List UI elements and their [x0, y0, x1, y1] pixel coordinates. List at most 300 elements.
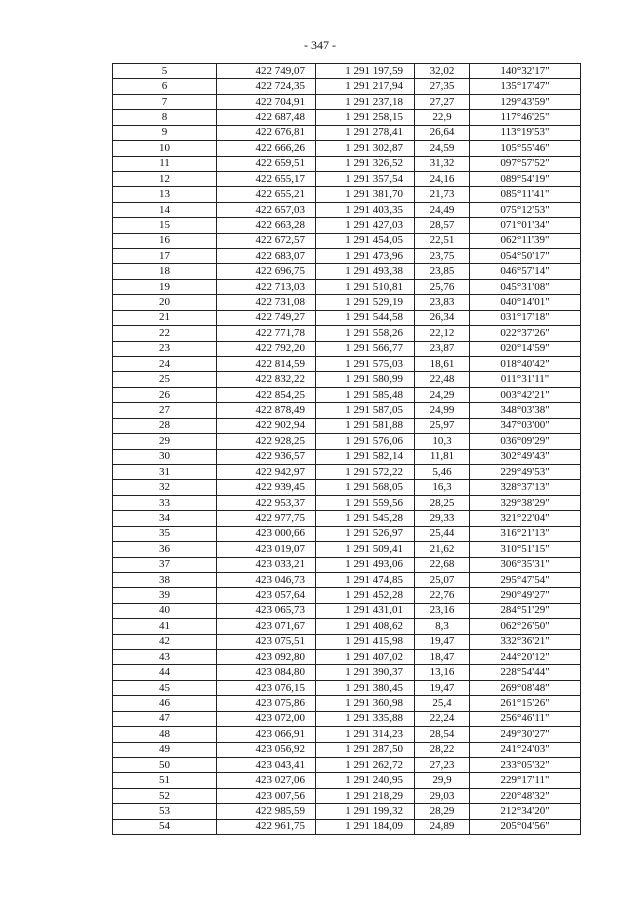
y-coordinate-cell: 1 291 407,02 — [316, 650, 415, 665]
table-row — [113, 804, 581, 819]
point-number-cell: 19 — [113, 279, 217, 294]
x-coordinate-cell: 422 731,08 — [217, 295, 316, 310]
table-row — [113, 171, 581, 186]
distance-cell: 26,34 — [415, 310, 470, 325]
x-coordinate-cell: 422 749,07 — [217, 64, 316, 79]
distance-cell: 22,9 — [415, 110, 470, 125]
point-number-cell: 41 — [113, 619, 217, 634]
x-coordinate-cell: 422 657,03 — [217, 202, 316, 217]
table-row — [113, 511, 581, 526]
y-coordinate-cell: 1 291 197,59 — [316, 64, 415, 79]
distance-cell: 27,23 — [415, 757, 470, 772]
y-coordinate-cell: 1 291 335,88 — [316, 711, 415, 726]
y-coordinate-cell: 1 291 587,05 — [316, 403, 415, 418]
distance-cell: 22,48 — [415, 372, 470, 387]
point-number-cell: 7 — [113, 94, 217, 109]
distance-cell: 19,47 — [415, 680, 470, 695]
point-number-cell: 48 — [113, 727, 217, 742]
distance-cell: 10,3 — [415, 434, 470, 449]
x-coordinate-cell: 422 936,57 — [217, 449, 316, 464]
bearing-cell: 140°32'17" — [470, 64, 581, 79]
y-coordinate-cell: 1 291 473,96 — [316, 249, 415, 264]
distance-cell: 28,29 — [415, 804, 470, 819]
distance-cell: 24,89 — [415, 819, 470, 834]
x-coordinate-cell: 422 985,59 — [217, 804, 316, 819]
y-coordinate-cell: 1 291 278,41 — [316, 125, 415, 140]
point-number-cell: 30 — [113, 449, 217, 464]
x-coordinate-cell: 422 854,25 — [217, 387, 316, 402]
page-number: - 347 - — [304, 38, 336, 52]
bearing-cell: 261°15'26" — [470, 696, 581, 711]
x-coordinate-cell: 423 075,51 — [217, 634, 316, 649]
y-coordinate-cell: 1 291 326,52 — [316, 156, 415, 171]
table-row — [113, 696, 581, 711]
bearing-cell: 269°08'48" — [470, 680, 581, 695]
table-row — [113, 233, 581, 248]
x-coordinate-cell: 423 075,86 — [217, 696, 316, 711]
point-number-cell: 16 — [113, 233, 217, 248]
table-row — [113, 449, 581, 464]
table-row — [113, 542, 581, 557]
x-coordinate-cell: 422 687,48 — [217, 110, 316, 125]
bearing-cell: 306°35'31" — [470, 557, 581, 572]
x-coordinate-cell: 422 672,57 — [217, 233, 316, 248]
y-coordinate-cell: 1 291 302,87 — [316, 141, 415, 156]
table-row — [113, 341, 581, 356]
x-coordinate-cell: 422 771,78 — [217, 326, 316, 341]
bearing-cell: 229°49'53" — [470, 464, 581, 479]
bearing-cell: 256°46'11" — [470, 711, 581, 726]
bearing-cell: 097°57'52" — [470, 156, 581, 171]
table-row — [113, 757, 581, 772]
point-number-cell: 38 — [113, 572, 217, 587]
distance-cell: 32,02 — [415, 64, 470, 79]
point-number-cell: 18 — [113, 264, 217, 279]
y-coordinate-cell: 1 291 199,32 — [316, 804, 415, 819]
y-coordinate-cell: 1 291 493,38 — [316, 264, 415, 279]
y-coordinate-cell: 1 291 184,09 — [316, 819, 415, 834]
y-coordinate-cell: 1 291 510,81 — [316, 279, 415, 294]
bearing-cell: 348°03'38" — [470, 403, 581, 418]
y-coordinate-cell: 1 291 558,26 — [316, 326, 415, 341]
y-coordinate-cell: 1 291 559,56 — [316, 495, 415, 510]
x-coordinate-cell: 423 072,00 — [217, 711, 316, 726]
bearing-cell: 310°51'15" — [470, 542, 581, 557]
distance-cell: 16,3 — [415, 480, 470, 495]
distance-cell: 25,07 — [415, 572, 470, 587]
bearing-cell: 113°19'53" — [470, 125, 581, 140]
table-row — [113, 711, 581, 726]
bearing-cell: 241°24'03" — [470, 742, 581, 757]
distance-cell: 25,44 — [415, 526, 470, 541]
point-number-cell: 28 — [113, 418, 217, 433]
distance-cell: 23,16 — [415, 603, 470, 618]
x-coordinate-cell: 422 724,35 — [217, 79, 316, 94]
y-coordinate-cell: 1 291 408,62 — [316, 619, 415, 634]
table-row — [113, 819, 581, 834]
distance-cell: 27,35 — [415, 79, 470, 94]
bearing-cell: 233°05'32" — [470, 757, 581, 772]
table-row — [113, 64, 581, 79]
coordinates-table-body — [113, 64, 581, 835]
table-row — [113, 634, 581, 649]
distance-cell: 25,97 — [415, 418, 470, 433]
distance-cell: 25,4 — [415, 696, 470, 711]
point-number-cell: 22 — [113, 326, 217, 341]
x-coordinate-cell: 422 676,81 — [217, 125, 316, 140]
x-coordinate-cell: 423 065,73 — [217, 603, 316, 618]
point-number-cell: 15 — [113, 218, 217, 233]
coordinates-table — [112, 63, 581, 835]
bearing-cell: 031°17'18" — [470, 310, 581, 325]
y-coordinate-cell: 1 291 454,05 — [316, 233, 415, 248]
x-coordinate-cell: 423 092,80 — [217, 650, 316, 665]
y-coordinate-cell: 1 291 237,18 — [316, 94, 415, 109]
y-coordinate-cell: 1 291 262,72 — [316, 757, 415, 772]
table-row — [113, 249, 581, 264]
x-coordinate-cell: 423 027,06 — [217, 773, 316, 788]
bearing-cell: 054°50'17" — [470, 249, 581, 264]
table-row — [113, 79, 581, 94]
distance-cell: 28,22 — [415, 742, 470, 757]
point-number-cell: 23 — [113, 341, 217, 356]
table-row — [113, 742, 581, 757]
table-row — [113, 264, 581, 279]
y-coordinate-cell: 1 291 572,22 — [316, 464, 415, 479]
table-row — [113, 619, 581, 634]
bearing-cell: 321°22'04" — [470, 511, 581, 526]
point-number-cell: 43 — [113, 650, 217, 665]
bearing-cell: 212°34'20" — [470, 804, 581, 819]
y-coordinate-cell: 1 291 403,35 — [316, 202, 415, 217]
table-row — [113, 788, 581, 803]
x-coordinate-cell: 422 659,51 — [217, 156, 316, 171]
x-coordinate-cell: 422 939,45 — [217, 480, 316, 495]
y-coordinate-cell: 1 291 493,06 — [316, 557, 415, 572]
table-row — [113, 572, 581, 587]
bearing-cell: 085°11'41" — [470, 187, 581, 202]
bearing-cell: 220°48'32" — [470, 788, 581, 803]
bearing-cell: 249°30'27" — [470, 727, 581, 742]
y-coordinate-cell: 1 291 258,15 — [316, 110, 415, 125]
x-coordinate-cell: 423 076,15 — [217, 680, 316, 695]
point-number-cell: 42 — [113, 634, 217, 649]
point-number-cell: 24 — [113, 357, 217, 372]
y-coordinate-cell: 1 291 415,98 — [316, 634, 415, 649]
table-row — [113, 495, 581, 510]
point-number-cell: 8 — [113, 110, 217, 125]
distance-cell: 22,51 — [415, 233, 470, 248]
y-coordinate-cell: 1 291 568,05 — [316, 480, 415, 495]
point-number-cell: 51 — [113, 773, 217, 788]
distance-cell: 18,61 — [415, 357, 470, 372]
y-coordinate-cell: 1 291 218,29 — [316, 788, 415, 803]
bearing-cell: 328°37'13" — [470, 480, 581, 495]
point-number-cell: 31 — [113, 464, 217, 479]
distance-cell: 23,87 — [415, 341, 470, 356]
x-coordinate-cell: 423 043,41 — [217, 757, 316, 772]
point-number-cell: 47 — [113, 711, 217, 726]
bearing-cell: 003°42'21" — [470, 387, 581, 402]
point-number-cell: 44 — [113, 665, 217, 680]
distance-cell: 25,76 — [415, 279, 470, 294]
x-coordinate-cell: 423 000,66 — [217, 526, 316, 541]
x-coordinate-cell: 423 019,07 — [217, 542, 316, 557]
y-coordinate-cell: 1 291 582,14 — [316, 449, 415, 464]
y-coordinate-cell: 1 291 526,97 — [316, 526, 415, 541]
point-number-cell: 32 — [113, 480, 217, 495]
y-coordinate-cell: 1 291 585,48 — [316, 387, 415, 402]
x-coordinate-cell: 422 713,03 — [217, 279, 316, 294]
table-row — [113, 357, 581, 372]
x-coordinate-cell: 422 792,20 — [217, 341, 316, 356]
table-row — [113, 279, 581, 294]
point-number-cell: 37 — [113, 557, 217, 572]
point-number-cell: 26 — [113, 387, 217, 402]
x-coordinate-cell: 422 878,49 — [217, 403, 316, 418]
y-coordinate-cell: 1 291 474,85 — [316, 572, 415, 587]
bearing-cell: 135°17'47" — [470, 79, 581, 94]
table-row — [113, 187, 581, 202]
point-number-cell: 50 — [113, 757, 217, 772]
x-coordinate-cell: 422 902,94 — [217, 418, 316, 433]
distance-cell: 22,76 — [415, 588, 470, 603]
bearing-cell: 062°11'39" — [470, 233, 581, 248]
bearing-cell: 229°17'11" — [470, 773, 581, 788]
point-number-cell: 34 — [113, 511, 217, 526]
x-coordinate-cell: 423 056,92 — [217, 742, 316, 757]
bearing-cell: 071°01'34" — [470, 218, 581, 233]
table-row — [113, 464, 581, 479]
table-row — [113, 680, 581, 695]
distance-cell: 24,29 — [415, 387, 470, 402]
distance-cell: 5,46 — [415, 464, 470, 479]
bearing-cell: 022°37'26" — [470, 326, 581, 341]
table-row — [113, 526, 581, 541]
point-number-cell: 36 — [113, 542, 217, 557]
x-coordinate-cell: 423 046,73 — [217, 572, 316, 587]
x-coordinate-cell: 422 749,27 — [217, 310, 316, 325]
x-coordinate-cell: 423 007,56 — [217, 788, 316, 803]
y-coordinate-cell: 1 291 380,45 — [316, 680, 415, 695]
table-row — [113, 326, 581, 341]
distance-cell: 21,62 — [415, 542, 470, 557]
bearing-cell: 062°26'50" — [470, 619, 581, 634]
bearing-cell: 295°47'54" — [470, 572, 581, 587]
point-number-cell: 54 — [113, 819, 217, 834]
y-coordinate-cell: 1 291 427,03 — [316, 218, 415, 233]
bearing-cell: 036°09'29" — [470, 434, 581, 449]
x-coordinate-cell: 422 961,75 — [217, 819, 316, 834]
distance-cell: 28,25 — [415, 495, 470, 510]
point-number-cell: 46 — [113, 696, 217, 711]
distance-cell: 11,81 — [415, 449, 470, 464]
point-number-cell: 11 — [113, 156, 217, 171]
x-coordinate-cell: 422 683,07 — [217, 249, 316, 264]
x-coordinate-cell: 423 033,21 — [217, 557, 316, 572]
distance-cell: 29,33 — [415, 511, 470, 526]
y-coordinate-cell: 1 291 545,28 — [316, 511, 415, 526]
x-coordinate-cell: 422 814,59 — [217, 357, 316, 372]
y-coordinate-cell: 1 291 509,41 — [316, 542, 415, 557]
distance-cell: 24,49 — [415, 202, 470, 217]
y-coordinate-cell: 1 291 360,98 — [316, 696, 415, 711]
table-row — [113, 665, 581, 680]
table-row — [113, 372, 581, 387]
distance-cell: 21,73 — [415, 187, 470, 202]
distance-cell: 8,3 — [415, 619, 470, 634]
bearing-cell: 089°54'19" — [470, 171, 581, 186]
table-row — [113, 650, 581, 665]
distance-cell: 24,59 — [415, 141, 470, 156]
point-number-cell: 27 — [113, 403, 217, 418]
x-coordinate-cell: 422 655,17 — [217, 171, 316, 186]
table-row — [113, 295, 581, 310]
point-number-cell: 52 — [113, 788, 217, 803]
x-coordinate-cell: 423 084,80 — [217, 665, 316, 680]
table-row — [113, 387, 581, 402]
y-coordinate-cell: 1 291 357,54 — [316, 171, 415, 186]
distance-cell: 22,12 — [415, 326, 470, 341]
table-row — [113, 418, 581, 433]
distance-cell: 24,16 — [415, 171, 470, 186]
bearing-cell: 020°14'59" — [470, 341, 581, 356]
distance-cell: 27,27 — [415, 94, 470, 109]
bearing-cell: 332°36'21" — [470, 634, 581, 649]
bearing-cell: 316°21'13" — [470, 526, 581, 541]
distance-cell: 23,85 — [415, 264, 470, 279]
bearing-cell: 046°57'14" — [470, 264, 581, 279]
table-row — [113, 480, 581, 495]
y-coordinate-cell: 1 291 544,58 — [316, 310, 415, 325]
x-coordinate-cell: 423 066,91 — [217, 727, 316, 742]
x-coordinate-cell: 423 071,67 — [217, 619, 316, 634]
table-row — [113, 403, 581, 418]
bearing-cell: 045°31'08" — [470, 279, 581, 294]
bearing-cell: 011°31'11" — [470, 372, 581, 387]
table-row — [113, 588, 581, 603]
table-row — [113, 727, 581, 742]
bearing-cell: 290°49'27" — [470, 588, 581, 603]
point-number-cell: 12 — [113, 171, 217, 186]
bearing-cell: 040°14'01" — [470, 295, 581, 310]
point-number-cell: 5 — [113, 64, 217, 79]
x-coordinate-cell: 422 977,75 — [217, 511, 316, 526]
table-row — [113, 110, 581, 125]
distance-cell: 26,64 — [415, 125, 470, 140]
point-number-cell: 40 — [113, 603, 217, 618]
point-number-cell: 33 — [113, 495, 217, 510]
bearing-cell: 244°20'12" — [470, 650, 581, 665]
distance-cell: 19,47 — [415, 634, 470, 649]
distance-cell: 22,68 — [415, 557, 470, 572]
point-number-cell: 13 — [113, 187, 217, 202]
point-number-cell: 35 — [113, 526, 217, 541]
distance-cell: 29,9 — [415, 773, 470, 788]
y-coordinate-cell: 1 291 381,70 — [316, 187, 415, 202]
table-row — [113, 434, 581, 449]
distance-cell: 13,16 — [415, 665, 470, 680]
point-number-cell: 53 — [113, 804, 217, 819]
point-number-cell: 39 — [113, 588, 217, 603]
point-number-cell: 49 — [113, 742, 217, 757]
bearing-cell: 105°55'46" — [470, 141, 581, 156]
table-row — [113, 310, 581, 325]
x-coordinate-cell: 422 704,91 — [217, 94, 316, 109]
point-number-cell: 45 — [113, 680, 217, 695]
y-coordinate-cell: 1 291 576,06 — [316, 434, 415, 449]
bearing-cell: 205°04'56" — [470, 819, 581, 834]
bearing-cell: 228°54'44" — [470, 665, 581, 680]
y-coordinate-cell: 1 291 580,99 — [316, 372, 415, 387]
table-row — [113, 773, 581, 788]
point-number-cell: 6 — [113, 79, 217, 94]
x-coordinate-cell: 422 696,75 — [217, 264, 316, 279]
point-number-cell: 21 — [113, 310, 217, 325]
point-number-cell: 25 — [113, 372, 217, 387]
y-coordinate-cell: 1 291 431,01 — [316, 603, 415, 618]
x-coordinate-cell: 422 928,25 — [217, 434, 316, 449]
distance-cell: 23,75 — [415, 249, 470, 264]
point-number-cell: 10 — [113, 141, 217, 156]
table-row — [113, 125, 581, 140]
table-row — [113, 557, 581, 572]
y-coordinate-cell: 1 291 314,23 — [316, 727, 415, 742]
y-coordinate-cell: 1 291 529,19 — [316, 295, 415, 310]
x-coordinate-cell: 423 057,64 — [217, 588, 316, 603]
point-number-cell: 9 — [113, 125, 217, 140]
bearing-cell: 018°40'42" — [470, 357, 581, 372]
y-coordinate-cell: 1 291 240,95 — [316, 773, 415, 788]
table-row — [113, 141, 581, 156]
point-number-cell: 17 — [113, 249, 217, 264]
distance-cell: 29,03 — [415, 788, 470, 803]
distance-cell: 24,99 — [415, 403, 470, 418]
distance-cell: 28,54 — [415, 727, 470, 742]
y-coordinate-cell: 1 291 390,37 — [316, 665, 415, 680]
bearing-cell: 329°38'29" — [470, 495, 581, 510]
table-row — [113, 603, 581, 618]
bearing-cell: 117°46'25" — [470, 110, 581, 125]
distance-cell: 18,47 — [415, 650, 470, 665]
y-coordinate-cell: 1 291 287,50 — [316, 742, 415, 757]
y-coordinate-cell: 1 291 452,28 — [316, 588, 415, 603]
x-coordinate-cell: 422 655,21 — [217, 187, 316, 202]
bearing-cell: 075°12'53" — [470, 202, 581, 217]
table-row — [113, 156, 581, 171]
table-row — [113, 94, 581, 109]
bearing-cell: 129°43'59" — [470, 94, 581, 109]
distance-cell: 22,24 — [415, 711, 470, 726]
point-number-cell: 29 — [113, 434, 217, 449]
x-coordinate-cell: 422 832,22 — [217, 372, 316, 387]
distance-cell: 31,32 — [415, 156, 470, 171]
y-coordinate-cell: 1 291 581,88 — [316, 418, 415, 433]
x-coordinate-cell: 422 942,97 — [217, 464, 316, 479]
x-coordinate-cell: 422 953,37 — [217, 495, 316, 510]
bearing-cell: 302°49'43" — [470, 449, 581, 464]
x-coordinate-cell: 422 663,28 — [217, 218, 316, 233]
point-number-cell: 20 — [113, 295, 217, 310]
bearing-cell: 347°03'00" — [470, 418, 581, 433]
distance-cell: 23,83 — [415, 295, 470, 310]
distance-cell: 28,57 — [415, 218, 470, 233]
y-coordinate-cell: 1 291 575,03 — [316, 357, 415, 372]
table-row — [113, 218, 581, 233]
bearing-cell: 284°51'29" — [470, 603, 581, 618]
table-row — [113, 202, 581, 217]
y-coordinate-cell: 1 291 566,77 — [316, 341, 415, 356]
